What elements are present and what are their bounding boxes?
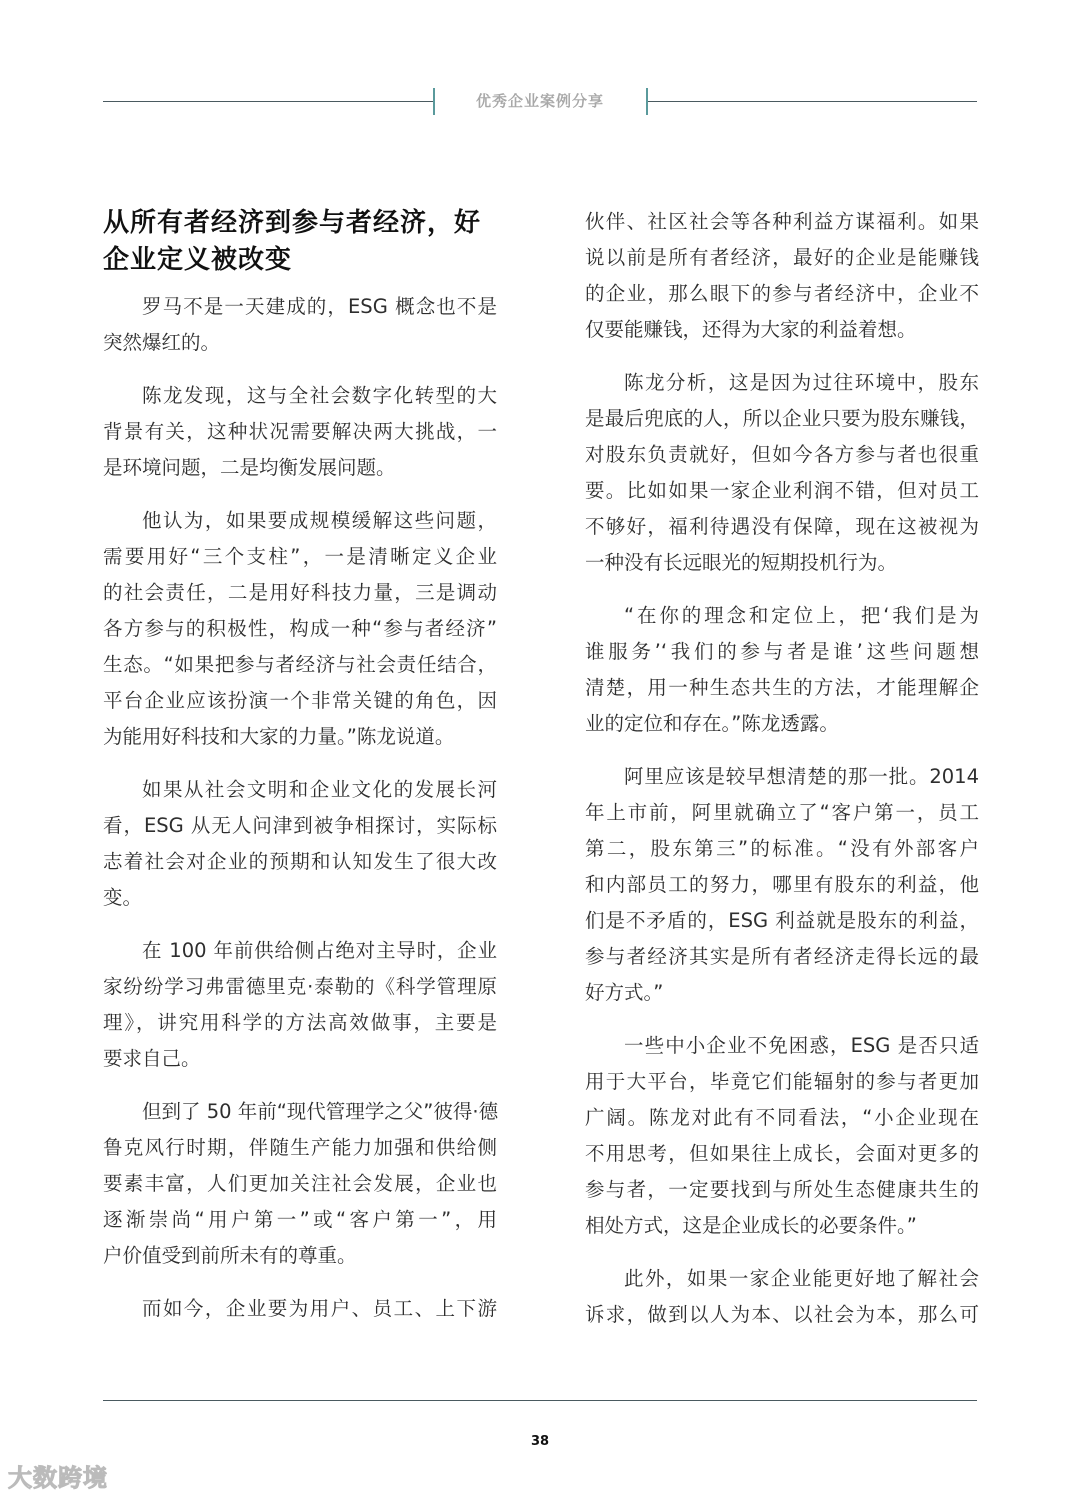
text-line: 突然爆红的。 [103, 331, 221, 354]
page-number: 38 [530, 1434, 550, 1449]
left-column [103, 205, 497, 1344]
text-line: 要素丰富，人们更加关注社会发展，企业也 [103, 1172, 497, 1195]
paragraph [585, 365, 979, 581]
watermark-text: 大数跨境 [8, 1464, 108, 1492]
paragraph [103, 933, 497, 1077]
header-rule-left [103, 101, 433, 102]
text-line: 需要用好“三个支柱”，一是清晰定义企业 [103, 545, 497, 568]
text-line: 年上市前，阿里就确立了“客户第一，员工 [585, 801, 979, 824]
text-line: 平台企业应该扮演一个非常关键的角色，因 [103, 689, 497, 712]
text-line: 生态。“如果把参与者经济与社会责任结合， [103, 653, 497, 676]
text-line: 变。 [103, 886, 143, 909]
heading-line: 从所有者经济到参与者经济，好 [103, 208, 482, 238]
footer-rule [103, 1400, 977, 1401]
text-line: 罗马不是一天建成的，ESG 概念也不是 [142, 295, 497, 318]
text-line: 陈龙分析，这是因为过往环境中，股东 [624, 371, 979, 394]
text-line: 背景有关，这种状况需要解决两大挑战，一 [103, 420, 497, 443]
text-line: 业的定位和存在。”陈龙透露。 [585, 712, 839, 735]
watermark-logo [8, 1458, 108, 1493]
text-line: 用于大平台，毕竟它们能辐射的参与者更加 [585, 1070, 979, 1093]
text-line: 理》，讲究用科学的方法高效做事，主要是 [103, 1011, 497, 1034]
header-tick-left [433, 88, 435, 115]
text-line: 志着社会对企业的预期和认知发生了很大改 [103, 850, 497, 873]
text-line: 户价值受到前所未有的尊重。 [103, 1244, 357, 1267]
text-line: 参与者经济其实是所有者经济走得长远的最 [585, 945, 979, 968]
article-heading [103, 205, 497, 279]
text-line: 看，ESG 从无人问津到被争相探讨，实际标 [103, 814, 497, 837]
text-line: 不用思考，但如果往上成长，会面对更多的 [585, 1142, 979, 1165]
text-line: “在你的理念和定位上，把‘我们是为 [624, 604, 979, 627]
text-line: 家纷纷学习弗雷德里克·泰勒的《科学管理原 [103, 975, 497, 998]
text-line: 诉求，做到以人为本、以社会为本，那么可 [585, 1303, 979, 1326]
text-line: 清楚，用一种生态共生的方法，才能理解企 [585, 676, 979, 699]
paragraph [585, 759, 979, 1011]
text-line: 说以前是所有者经济，最好的企业是能赚钱 [585, 246, 979, 269]
text-line: 的社会责任，二是用好科技力量，三是调动 [103, 581, 497, 604]
paragraph [103, 1291, 497, 1327]
text-line: 逐渐崇尚“用户第一”或“客户第一”，用 [103, 1208, 497, 1231]
text-line: 对股东负责就好，但如今各方参与者也很重 [585, 443, 979, 466]
text-line: 是最后兜底的人，所以企业只要为股东赚钱， [585, 407, 979, 430]
text-line: 要。比如如果一家企业利润不错，但对员工 [585, 479, 979, 502]
text-line: 而如今，企业要为用户、员工、上下游 [142, 1297, 497, 1320]
text-line: 伙伴、社区社会等各种利益方谋福利。如果 [585, 210, 979, 233]
text-line: 为能用好科技和大家的力量。”陈龙说道。 [103, 725, 455, 748]
text-line: 不够好，福利待遇没有保障，现在这被视为 [585, 515, 979, 538]
text-line: 的企业，那么眼下的参与者经济中，企业不 [585, 282, 979, 305]
text-line: 要求自己。 [103, 1047, 201, 1070]
text-line: 谁服务’‘我们的参与者是谁’这些问题想 [585, 640, 979, 663]
paragraph [103, 772, 497, 916]
text-line: 和内部员工的努力，哪里有股东的利益，他 [585, 873, 979, 896]
text-line: 好方式。” [585, 981, 664, 1004]
text-line: 一些中小企业不免困惑，ESG 是否只适 [624, 1034, 979, 1057]
paragraph [585, 1028, 979, 1244]
text-line: 广阔。陈龙对此有不同看法，“小企业现在 [585, 1106, 979, 1129]
header-rule-right [648, 101, 977, 102]
text-line: 仅要能赚钱，还得为大家的利益着想。 [585, 318, 917, 341]
paragraph [103, 503, 497, 755]
heading-line: 企业定义被改变 [103, 245, 293, 275]
text-line: 在 100 年前供给侧占绝对主导时，企业 [142, 939, 497, 962]
text-line: 第二，股东第三”的标准。“没有外部客户 [585, 837, 979, 860]
text-line: 陈龙发现，这与全社会数字化转型的大 [142, 384, 497, 407]
paragraph [585, 204, 979, 348]
text-line: 但到了 50 年前“现代管理学之父”彼得·德 [142, 1100, 499, 1123]
text-line: 各方参与的积极性，构成一种“参与者经济” [103, 617, 497, 640]
paragraph [103, 378, 497, 486]
text-line: 是环境问题，二是均衡发展问题。 [103, 456, 396, 479]
text-line: 一种没有长远眼光的短期投机行为。 [585, 551, 898, 574]
text-line: 阿里应该是较早想清楚的那一批。2014 [624, 765, 979, 788]
text-line: 鲁克风行时期，伴随生产能力加强和供给侧 [103, 1136, 497, 1159]
paragraph [103, 1094, 497, 1274]
right-column [585, 204, 979, 1350]
paragraph [585, 598, 979, 742]
section-title: 优秀企业案例分享 [475, 92, 604, 110]
text-line: 们是不矛盾的，ESG 利益就是股东的利益， [585, 909, 979, 932]
text-line: 此外，如果一家企业能更好地了解社会 [624, 1267, 979, 1290]
text-line: 相处方式，这是企业成长的必要条件。” [585, 1214, 917, 1237]
paragraph [103, 289, 497, 361]
paragraph [585, 1261, 979, 1333]
text-line: 如果从社会文明和企业文化的发展长河 [142, 778, 497, 801]
text-line: 他认为，如果要成规模缓解这些问题， [142, 509, 497, 532]
text-line: 参与者，一定要找到与所处生态健康共生的 [585, 1178, 979, 1201]
